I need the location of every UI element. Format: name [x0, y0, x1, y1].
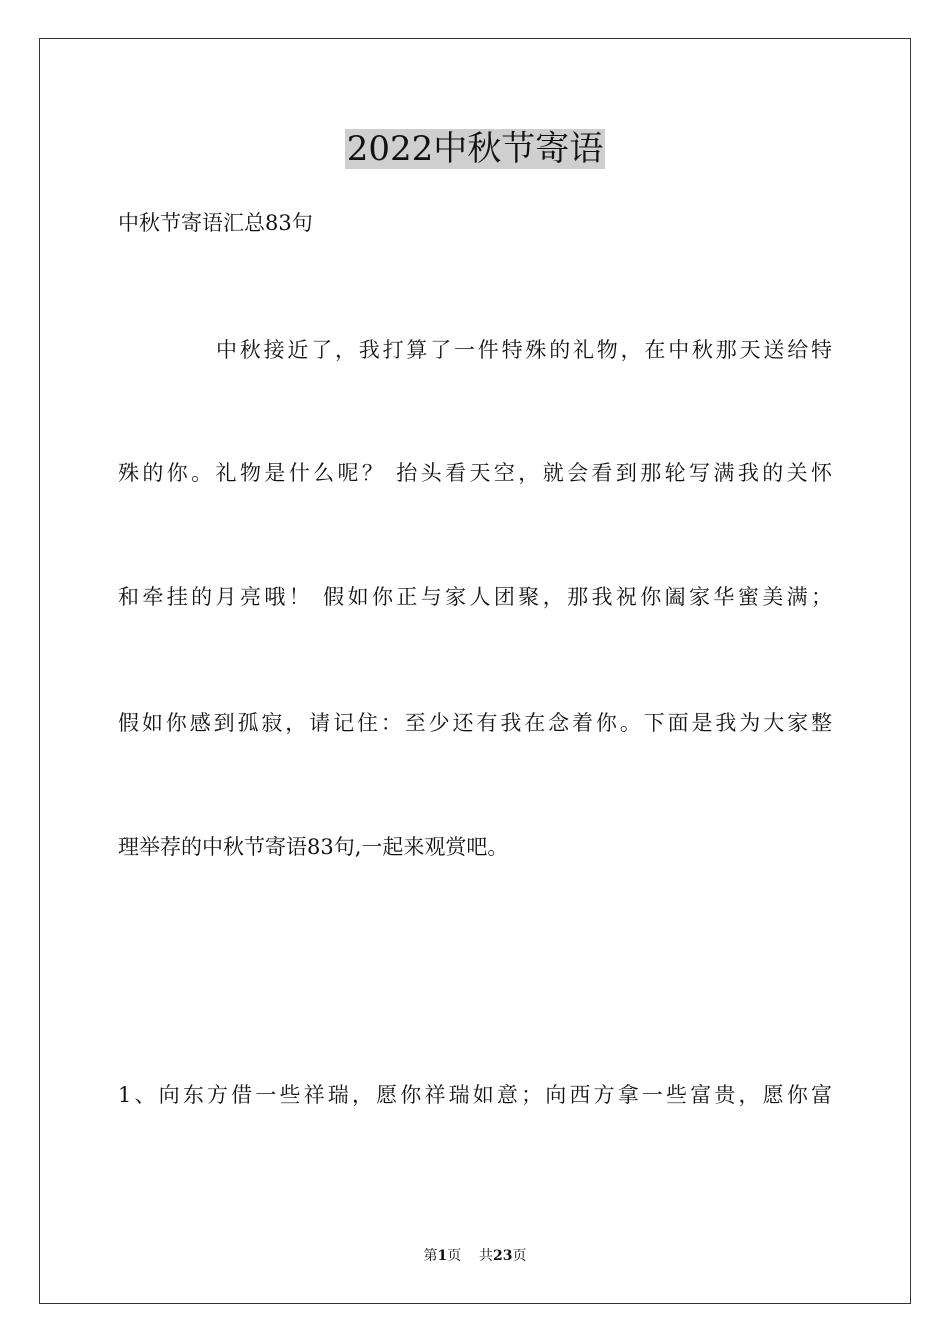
intro-paragraph-line-1: 中秋接近了，我打算了一件特殊的礼物，在中秋那天送给特: [216, 338, 832, 362]
footer-page-suffix: 页: [447, 1248, 462, 1264]
footer-page-number: 1: [437, 1248, 448, 1264]
footer-total-prefix: 共: [479, 1248, 494, 1264]
page-footer: [0, 1247, 950, 1265]
footer-page-prefix: 第: [423, 1248, 438, 1264]
footer-total-pages: 23: [493, 1248, 513, 1264]
intro-paragraph-line-3: 和牵挂的月亮哦！ 假如你正与家人团聚，那我祝你阖家华蜜美满；: [118, 585, 832, 609]
document-title-text: 2022中秋节寄语: [346, 129, 604, 169]
document-title: [0, 126, 950, 172]
document-subtitle: 中秋节寄语汇总83句: [118, 211, 313, 235]
intro-paragraph-line-2: 殊的你。礼物是什么呢？ 抬头看天空，就会看到那轮写满我的关怀: [118, 461, 832, 485]
intro-paragraph-line-5: 理举荐的中秋节寄语83句,一起来观赏吧。: [118, 835, 509, 859]
intro-paragraph-line-4: 假如你感到孤寂，请记住：至少还有我在念着你。下面是我为大家整: [118, 711, 832, 735]
list-item-1-line: 1、向东方借一些祥瑞，愿你祥瑞如意；向西方拿一些富贵，愿你富: [118, 1083, 832, 1107]
footer-total-suffix: 页: [512, 1248, 527, 1264]
